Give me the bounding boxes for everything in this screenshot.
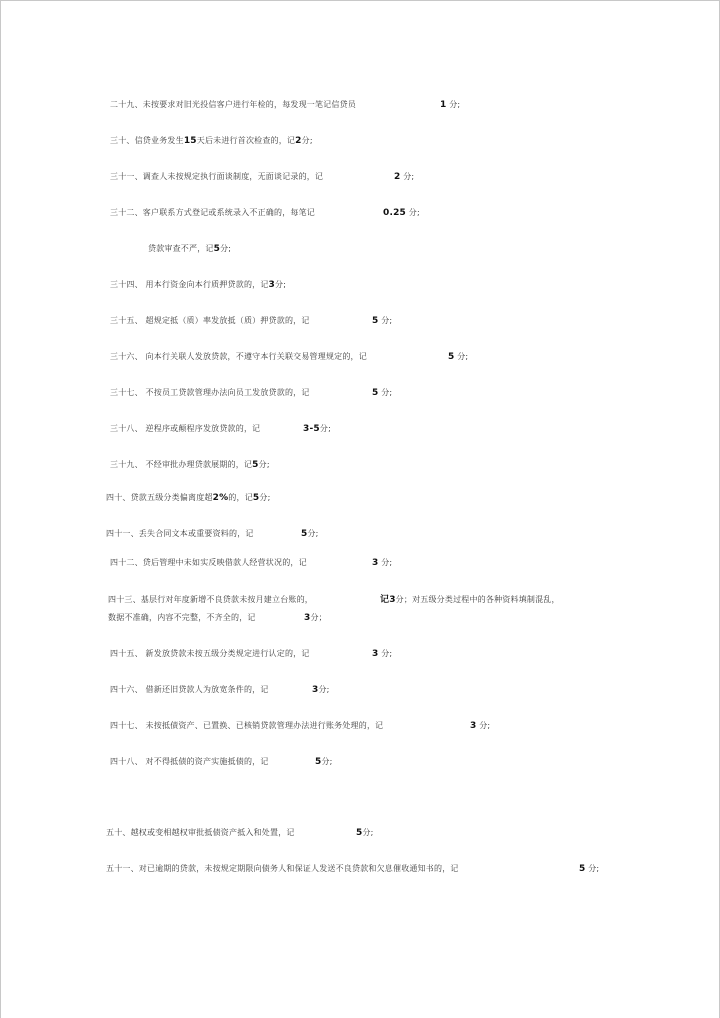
clause-text: 三十四、 用本行资金向本行质押贷款的，记	[110, 280, 269, 289]
page-border	[0, 0, 1, 1018]
clause-score: 5	[213, 244, 221, 254]
clause-unit: 分;	[381, 316, 393, 325]
clause-29	[110, 100, 461, 110]
page-border	[0, 0, 720, 1]
clause-46	[110, 685, 330, 695]
clause-48	[110, 757, 333, 767]
clause-unit: 分;	[319, 424, 331, 433]
clause-score: 5	[372, 388, 379, 398]
clause-unit: 分;	[301, 136, 313, 145]
clause-score: 3	[312, 685, 319, 695]
clause-text: 三十六、 向本行关联人发放贷款，不遵守本行关联交易管理规定的，记	[110, 352, 367, 361]
clause-unit: 分;	[318, 685, 330, 694]
clause-50	[106, 828, 374, 838]
clause-score: 记3	[380, 595, 396, 605]
clause-score: 2	[295, 136, 302, 146]
clause-31	[110, 172, 415, 182]
clause-text: 四十二、贷后管理中未如实反映借款人经营状况的，记	[110, 558, 307, 567]
clause-unit: 分;	[321, 757, 333, 766]
clause-unit: 分;	[307, 529, 319, 538]
clause-unit: 分;	[258, 460, 270, 469]
clause-unit: 分;	[403, 172, 415, 181]
clause-text: 五十一、对已逾期的贷款，未按规定期限向债务人和保证人发送不良贷款和欠息催收通知书的，记	[106, 864, 459, 873]
clause-score: 1	[440, 100, 447, 110]
clause-text: 三十、信贷业务发生	[110, 136, 184, 145]
clause-unit: 分；	[310, 613, 327, 622]
clause-unit: 分;	[479, 721, 491, 730]
clause-unit: 分;	[588, 864, 600, 873]
clause-text: 三十五、 超规定抵（质）率发放抵（质）押贷款的，记	[110, 316, 310, 325]
clause-39	[110, 460, 270, 470]
clause-score: 5	[252, 493, 260, 503]
clause-text: 数据不准确，内容不完整，不齐全的，记	[108, 613, 256, 622]
clause-text: 四十七、 未按抵债资产、已置换、已核销贷款管理办法进行账务处理的，记	[110, 721, 384, 730]
clause-42	[110, 558, 393, 568]
clause-text: 四十五、 新发放贷款未按五级分类规定进行认定的，记	[110, 649, 310, 658]
clause-text: 三十一、调查人未按规定执行面谈制度，无面谈记录的，记	[110, 172, 324, 181]
clause-35	[110, 316, 393, 326]
clause-unit: 分;	[381, 558, 393, 567]
clause-text: 四十六、 借新还旧贷款人为放宽条件的，记	[110, 685, 269, 694]
clause-45	[110, 649, 393, 659]
clause-text: 贷款审查不严，记	[148, 244, 214, 253]
clause-text: 三十八、 逆程序或颠程序发放贷款的，记	[110, 424, 261, 433]
clause-unit: 分；对五级分类过程中的各种资料填制混乱，	[395, 595, 560, 604]
clause-33	[148, 244, 231, 254]
clause-score: 5	[356, 828, 363, 838]
clause-score: 5	[252, 460, 259, 470]
clause-40	[106, 493, 270, 503]
clause-30	[110, 136, 313, 146]
clause-text: 四十三、基层行对年度新增不良贷款未按月建立台账的，	[108, 595, 313, 604]
clause-score: 5	[372, 316, 379, 326]
clause-text: 四十一、丢失合同文本或重要资料的，记	[106, 529, 254, 538]
clause-unit: 分;	[408, 208, 420, 217]
clause-text: 天后未进行首次检查的，记	[196, 136, 296, 145]
clause-score: 3	[268, 280, 276, 290]
clause-unit: 分;	[275, 280, 287, 289]
clause-36	[110, 352, 469, 362]
clause-38	[110, 424, 331, 434]
clause-text: 的，记	[228, 493, 253, 502]
clause-text: 三十七、 不按员工贷款管理办法向员工发放贷款的，记	[110, 388, 310, 397]
clause-days: 15	[183, 136, 197, 146]
clause-34	[110, 280, 286, 290]
clause-unit: 分;	[381, 649, 393, 658]
clause-32	[110, 208, 420, 218]
clause-score: 3	[304, 613, 311, 623]
clause-score: 3	[372, 558, 379, 568]
clause-score: 5	[579, 864, 586, 874]
clause-text: 五十、越权或变相越权审批抵债资产抵入和处置，记	[106, 828, 295, 837]
clause-score: 2	[394, 172, 401, 182]
clause-41	[106, 529, 319, 539]
clause-unit: 分;	[220, 244, 232, 253]
clause-score: 3	[372, 649, 379, 659]
clause-score: 5	[448, 352, 455, 362]
clause-51	[106, 864, 600, 874]
clause-text: 三十二、客户联系方式登记或系统录入不正确的，每笔记	[110, 208, 315, 217]
clause-text: 四十、贷款五级分类偏离度超	[106, 493, 213, 502]
clause-score: 3	[470, 721, 477, 731]
clause-score: 5	[315, 757, 322, 767]
clause-43	[108, 595, 560, 605]
clause-text: 二十九、未按要求对旧光投信客户进行年检的，每发现一笔记信贷员	[110, 100, 356, 109]
clause-43-continued	[108, 613, 327, 623]
clause-score: 0.25	[383, 208, 407, 218]
clause-threshold: 2%	[212, 493, 229, 503]
clause-unit: 分;	[449, 100, 461, 109]
clause-unit: 分;	[457, 352, 469, 361]
clause-text: 三十九、 不经审批办理贷款展期的，记	[110, 460, 253, 469]
clause-score: 5	[301, 529, 308, 539]
clause-unit: 分;	[362, 828, 374, 837]
clause-unit: 分;	[259, 493, 271, 502]
clause-37	[110, 388, 393, 398]
clause-text: 四十八、 对不得抵债的资产实施抵债的，记	[110, 757, 269, 766]
clause-unit: 分;	[381, 388, 393, 397]
clause-score: 3-5	[303, 424, 320, 434]
clause-47	[110, 721, 491, 731]
